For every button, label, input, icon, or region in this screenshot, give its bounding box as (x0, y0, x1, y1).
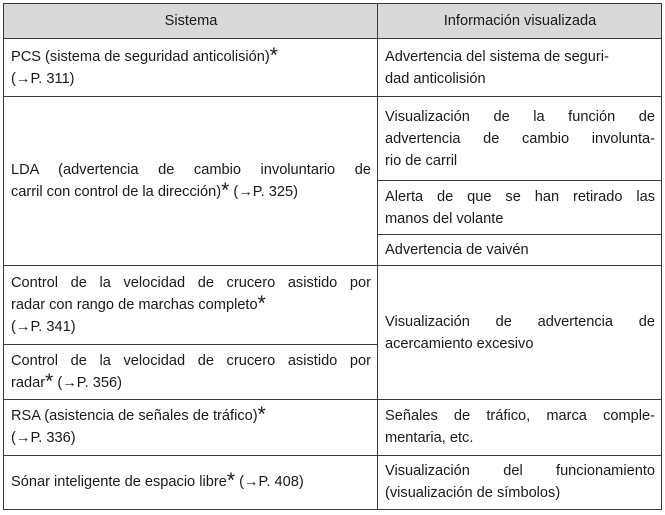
header-sistema: Sistema (4, 4, 378, 39)
asterisk-marker: * (226, 469, 235, 493)
table-row (4, 266, 662, 345)
asterisk-marker: * (45, 370, 54, 394)
table-row (4, 38, 662, 96)
page-reference: (→P. 408) (239, 474, 304, 491)
system-name: Sónar inteligente de espacio libre (11, 474, 227, 491)
info-cell-lda-function: Visualización de la función de advertencia de cambio involunta- rio de carril (378, 97, 662, 181)
page-reference: (→P. 341) (11, 319, 76, 336)
system-cell-lda: LDA (advertencia de cambio involuntario de carril con control de la dirección)* (→P. 325) (4, 97, 378, 266)
system-name: RSA (asistencia de señales de tráfico) (11, 408, 258, 425)
table-row (4, 400, 662, 455)
info-cell-sonar: Visualización del funcionamiento (visualización de símbolos) (378, 455, 662, 509)
systems-table (3, 3, 662, 510)
page-reference: (→P. 311) (11, 70, 75, 87)
header-informacion: Información visualizada (378, 4, 662, 39)
system-name: PCS (sistema de seguridad anticolisión) (11, 48, 270, 65)
system-cell-pcs (4, 38, 378, 96)
asterisk-marker: * (269, 43, 278, 67)
system-cell-rsa (4, 400, 378, 455)
system-cell-acc-full: Control de la velocidad de crucero asistido por radar con rango de marchas completo* (→P. 341) (4, 266, 378, 345)
info-cell-acc: Visualización de advertencia de acercamiento excesivo (378, 266, 662, 400)
page-reference: (→P. 325) (233, 184, 298, 201)
page-reference: (→P. 356) (57, 375, 122, 392)
asterisk-marker: * (257, 292, 266, 316)
asterisk-marker: * (221, 179, 230, 203)
table-row (4, 97, 662, 181)
info-cell-pcs: Advertencia del sistema de seguri- dad anticolisión (378, 38, 662, 96)
info-cell-rsa: Señales de tráfico, marca comple- mentaria, etc. (378, 400, 662, 455)
table-header-row (4, 4, 662, 39)
asterisk-marker: * (257, 403, 266, 427)
system-cell-sonar (4, 455, 378, 509)
info-cell-lda-sway: Advertencia de vaivén (378, 235, 662, 266)
info-cell-lda-hands: Alerta de que se han retirado las manos del volante (378, 181, 662, 235)
table-row (4, 455, 662, 509)
page-reference: (→P. 336) (11, 430, 76, 447)
system-cell-acc: Control de la velocidad de crucero asistido por radar* (→P. 356) (4, 345, 378, 400)
